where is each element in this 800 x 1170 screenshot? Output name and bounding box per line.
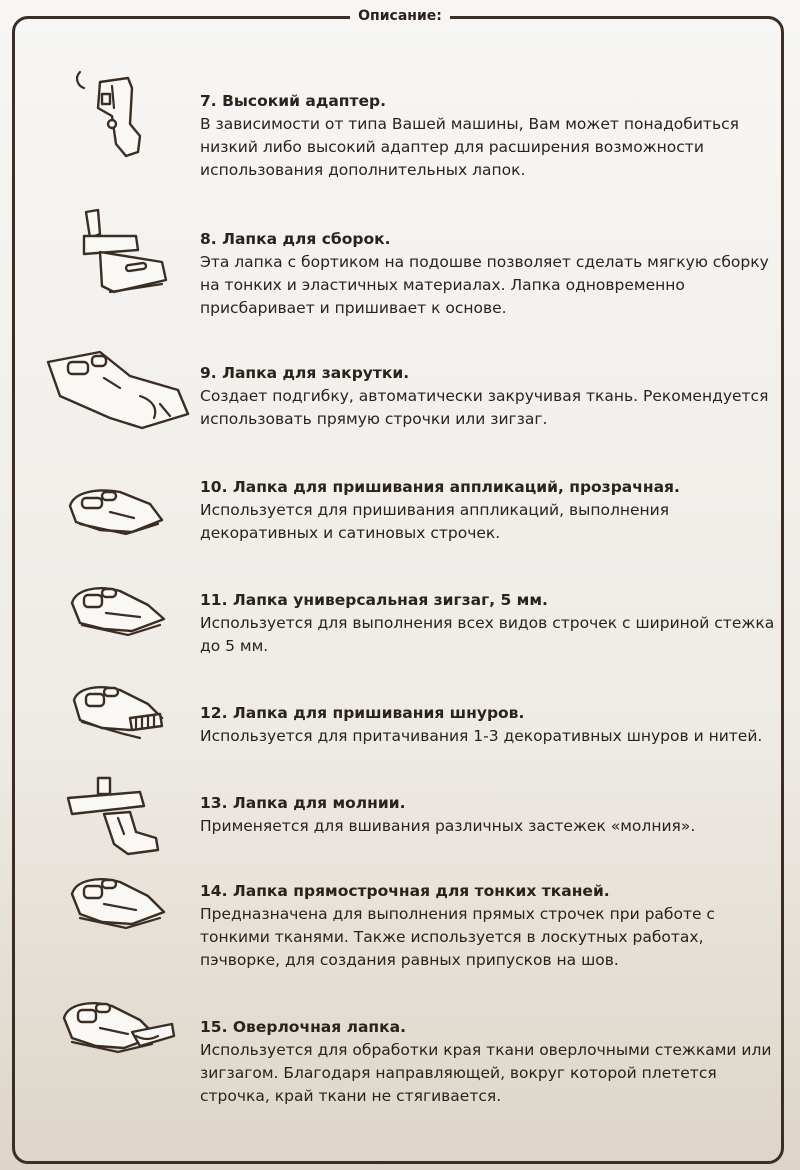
- section-title: Описание:: [350, 8, 450, 24]
- zipper-foot-icon: [40, 774, 200, 874]
- high-shank-adapter-icon: [40, 64, 200, 164]
- item-title: 13. Лапка для молнии.: [200, 794, 406, 812]
- item-description: Создает подгибку, автоматически закручивая ткань. Рекомендуется использовать прямую строчки или зигзаг.: [200, 387, 769, 428]
- item-description: Используется для пришивания аппликаций, выполнения декоративных и сатиновых строчек.: [200, 501, 670, 542]
- item-title: 9. Лапка для закрутки.: [200, 364, 410, 382]
- overlock-foot-icon: [40, 996, 200, 1096]
- section-header: [0, 5, 800, 24]
- zigzag-foot-icon: [40, 579, 200, 679]
- gathering-foot-icon: [40, 206, 200, 306]
- item-title: 12. Лапка для пришивания шнуров.: [200, 704, 525, 722]
- straight-stitch-foot-icon: [40, 874, 200, 974]
- item-description: Предназначена для выполнения прямых строчек при работе с тонкими тканями. Также используется в лоскутных работах, пэчворке, для создания равных припусков на шов.: [200, 905, 715, 969]
- item-title: 15. Оверлочная лапка.: [200, 1018, 406, 1036]
- item-title: 7. Высокий адаптер.: [200, 92, 386, 110]
- rolled-hem-foot-icon: [40, 348, 200, 448]
- item-title: 10. Лапка для пришивания аппликаций, прозрачная.: [200, 478, 680, 496]
- item-description: В зависимости от типа Вашей машины, Вам может понадобиться низкий либо высокий адаптер для расширения возможности использования дополнительных лапок.: [200, 115, 739, 179]
- cording-foot-icon: [40, 682, 200, 782]
- applique-foot-icon: [40, 476, 200, 576]
- item-description: Используется для притачивания 1-3 декоративных шнуров и нитей.: [200, 727, 763, 745]
- item-title: 11. Лапка универсальная зигзаг, 5 мм.: [200, 591, 548, 609]
- item-title: 14. Лапка прямострочная для тонких тканей.: [200, 882, 610, 900]
- item-description: Используется для обработки края ткани оверлочными стежками или зигзагом. Благодаря направляющей, вокруг которой плетется строчка, край ткани не стягивается.: [200, 1041, 772, 1105]
- item-description: Используется для выполнения всех видов строчек с шириной стежка до 5 мм.: [200, 614, 775, 655]
- item-description: Эта лапка с бортиком на подошве позволяет сделать мягкую сборку на тонких и эластичных материалах. Лапка одновременно присбаривает и пришивает к основе.: [200, 253, 769, 317]
- item-description: Применяется для вшивания различных застежек «молния».: [200, 817, 696, 835]
- item-title: 8. Лапка для сборок.: [200, 230, 391, 248]
